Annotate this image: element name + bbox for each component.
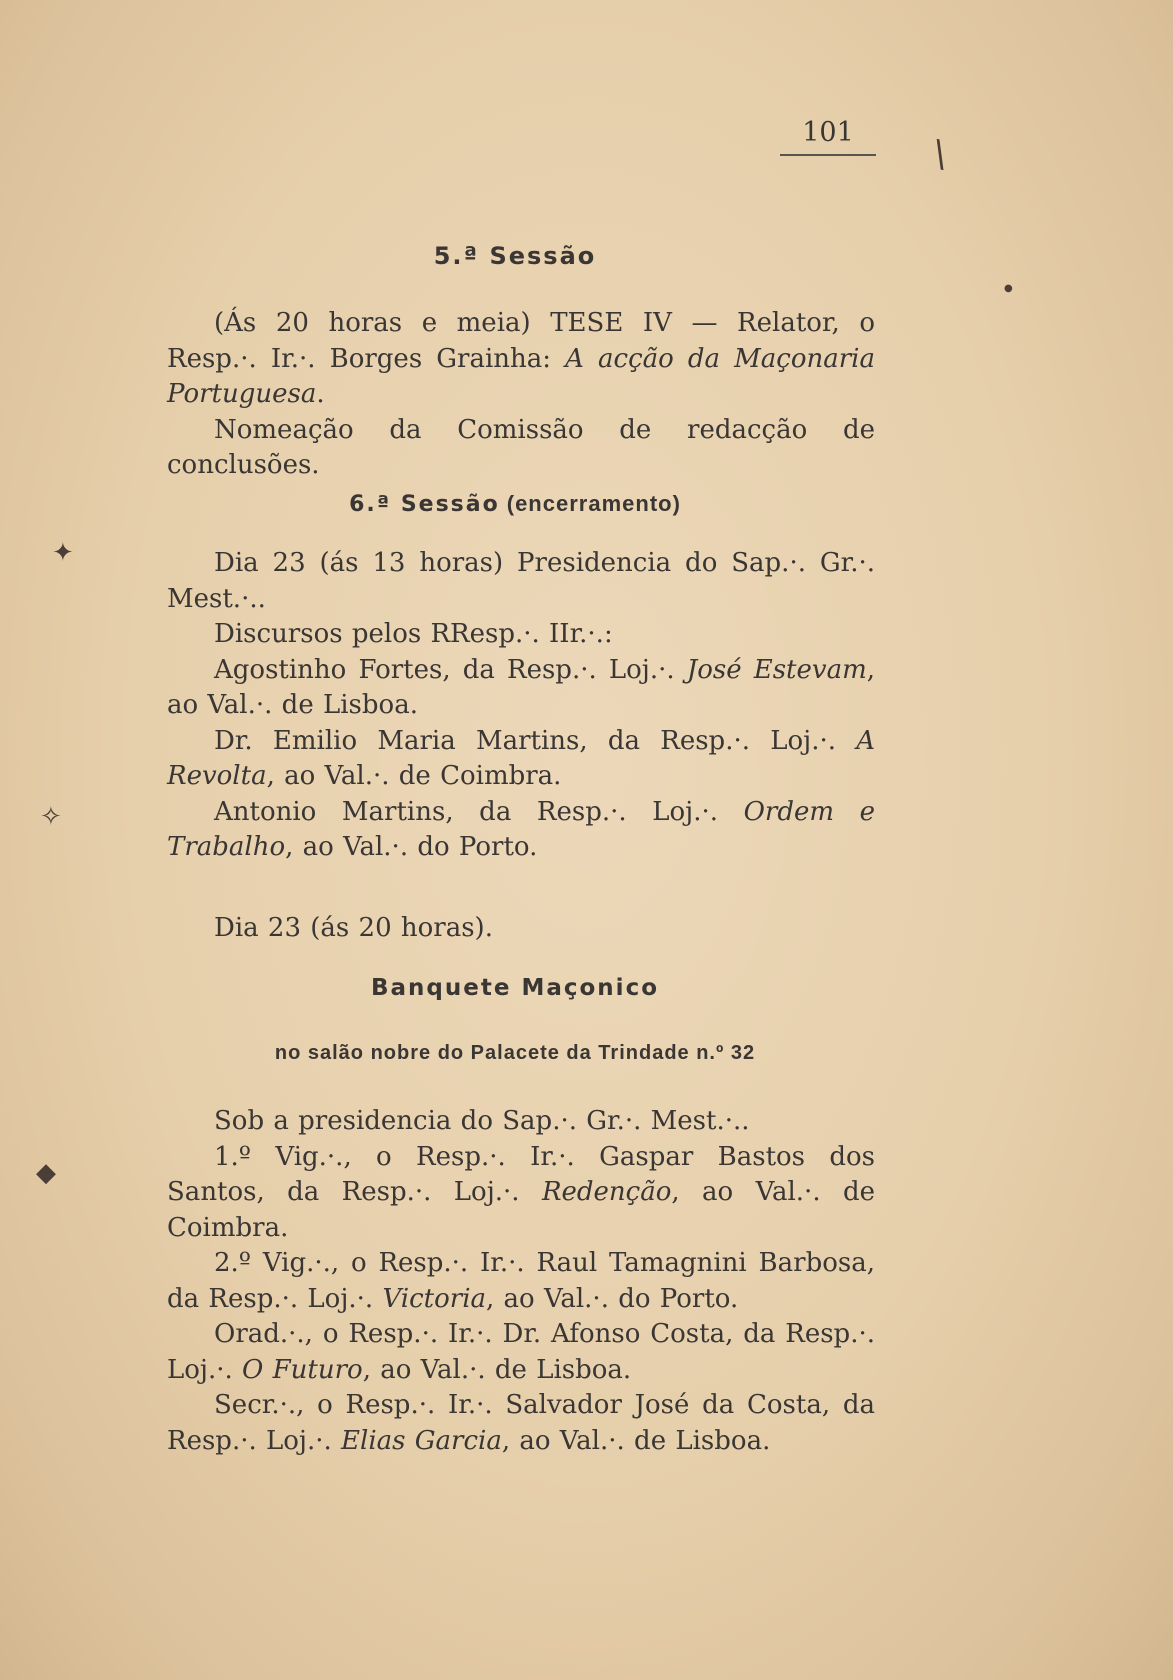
text-run: 2.º Vig.·., o Resp.·. Ir.·. Raul Tamagnini Barbosa, da Resp.·. Loj.·. bbox=[167, 1248, 875, 1314]
paragraph bbox=[167, 795, 875, 866]
paragraph bbox=[167, 1388, 875, 1459]
text-run: Agostinho Fortes, da Resp.·. Loj.·. bbox=[214, 654, 687, 685]
italic-title: Victoria bbox=[382, 1283, 487, 1314]
paragraph bbox=[167, 306, 875, 413]
text-run: , ao Val.·. de Coimbra. bbox=[266, 761, 562, 791]
paragraph bbox=[167, 653, 875, 724]
text-run: , ao Val.·. de Coimbra. bbox=[167, 1177, 875, 1243]
evening-note bbox=[167, 911, 875, 947]
banquet-venue: no salão nobre do Palacete da Trindade n.º 32 bbox=[274, 1042, 756, 1064]
banquet-heading: Banquete Maçonico bbox=[371, 975, 659, 1001]
paragraph bbox=[167, 1317, 875, 1388]
paragraph bbox=[167, 413, 875, 484]
text-run: Dr. Emilio Maria Martins, da Resp.·. Loj.·. bbox=[214, 725, 857, 756]
ink-blot-icon: ✦ bbox=[52, 538, 74, 568]
text-run: Sob a presidencia do Sap.·. Gr.·. Mest.·.. bbox=[214, 1106, 750, 1136]
session-5-body bbox=[167, 306, 875, 484]
text-run: 1.º Vig.·., o Resp.·. Ir.·. Gaspar Bastos dos Santos, da Resp.·. Loj.·. bbox=[167, 1141, 875, 1207]
text-run: , ao Val.·. de Lisboa. bbox=[362, 1354, 632, 1385]
text-run: Orad.·., o Resp.·. Ir.·. Dr. Afonso Costa, da Resp.·. Loj.·. bbox=[167, 1319, 875, 1385]
text-run: , ao Val.·. de Lisboa. bbox=[167, 654, 876, 720]
text-run: Antonio Martins, da Resp.·. Loj.·. bbox=[214, 796, 744, 827]
paragraph bbox=[167, 1140, 875, 1247]
paragraph bbox=[167, 1104, 875, 1140]
italic-title: Elias Garcia bbox=[341, 1425, 502, 1456]
banquet-body bbox=[167, 1104, 875, 1459]
ink-dot-icon: ● bbox=[1004, 283, 1013, 294]
text-run: (Ás 20 horas e meia) TESE IV — Relator, o Resp.·. Ir.·. Borges Grainha: bbox=[167, 308, 875, 374]
paragraph bbox=[167, 617, 875, 653]
italic-title: Ordem e Trabalho bbox=[167, 796, 875, 862]
text-run: Nomeação da Comissão de redacção de conclusões. bbox=[167, 414, 875, 480]
session-5-heading: 5.ª Sessão bbox=[433, 242, 597, 270]
paragraph: Dia 23 (ás 20 horas). bbox=[214, 913, 493, 943]
italic-title: Redenção bbox=[541, 1177, 672, 1207]
text-run: , ao Val.·. do Porto. bbox=[285, 832, 538, 862]
italic-title: O Futuro bbox=[242, 1354, 363, 1385]
text-run: Dia 23 (ás 13 horas) Presidencia do Sap.·. Gr.·. Mest.·.. bbox=[167, 548, 875, 614]
paragraph bbox=[167, 546, 875, 617]
text-run: Discursos pelos RResp.·. IIr.·.: bbox=[214, 619, 613, 649]
text-run: Secr.·., o Resp.·. Ir.·. Salvador José da Costa, da Resp.·. Loj.·. bbox=[167, 1390, 875, 1456]
ink-blot-icon: ◆ bbox=[36, 1158, 56, 1188]
text-run: , ao Val.·. de Lisboa. bbox=[501, 1425, 771, 1456]
pen-stroke-icon: \ bbox=[930, 133, 950, 176]
text-run: . bbox=[316, 379, 325, 409]
page-number: 101 bbox=[780, 116, 876, 156]
text-run: , ao Val.·. do Porto. bbox=[486, 1283, 739, 1314]
italic-title: A acção da Maçonaria Portuguesa bbox=[167, 343, 875, 409]
session-6-body bbox=[167, 546, 875, 866]
italic-title: A Revolta bbox=[167, 725, 875, 791]
session-6-title: 6.ª Sessão bbox=[349, 492, 500, 517]
session-6-subtitle: (encerramento) bbox=[506, 491, 681, 516]
italic-title: José Estevam bbox=[686, 654, 867, 685]
ink-blot-icon: ✧ bbox=[40, 802, 62, 832]
paragraph bbox=[167, 724, 875, 795]
paragraph bbox=[167, 1246, 875, 1317]
session-6-heading bbox=[0, 484, 1030, 525]
